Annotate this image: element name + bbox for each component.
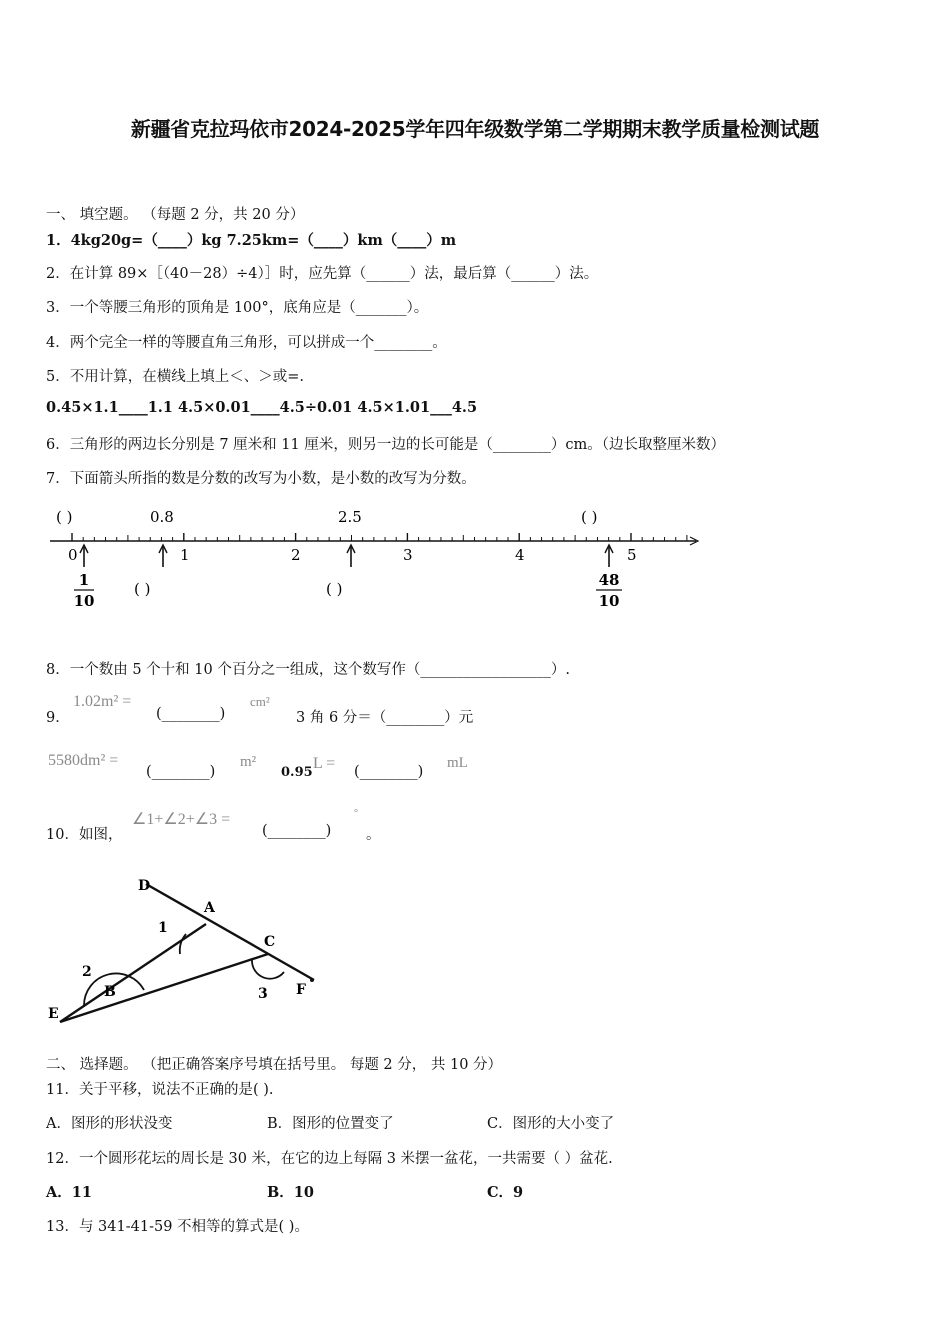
question-6: 6．三角形的两边长分别是 7 厘米和 11 厘米，则另一边的长可能是（________）cm。（边长取整厘米数） — [46, 437, 725, 453]
q12-option-b: B．10 — [267, 1184, 314, 1201]
q9-unit-4: mL — [447, 755, 468, 771]
arrow-3 — [347, 545, 355, 567]
q9-blank-4: (________) — [354, 764, 424, 780]
q11-option-b: B．图形的位置变了 — [267, 1116, 394, 1132]
fraction-1-denominator: 10 — [73, 592, 95, 610]
q9-blank-3: (________) — [146, 764, 216, 780]
top-label-2-5: 2.5 — [338, 508, 362, 526]
q12-option-a: A．11 — [46, 1184, 92, 1201]
q10-angle-expression: ∠1+∠2+∠3 = — [132, 811, 231, 828]
top-blank-1: ( ) — [56, 508, 73, 526]
q9-blank-1: (________) — [156, 706, 226, 722]
point-f-dot — [310, 978, 314, 982]
tick-label-1: 1 — [180, 546, 190, 564]
label-angle-2: 2 — [82, 964, 92, 980]
angle-figure — [46, 872, 336, 1032]
q10-degree-symbol: ° — [354, 808, 358, 819]
q11-option-a: A．图形的形状没变 — [46, 1116, 173, 1132]
section1-header: 一、 填空题。 （每题 2 分，共 20 分） — [46, 207, 305, 223]
q9-expr-4-number: 0.95 — [281, 765, 313, 780]
question-7: 7．下面箭头所指的数是分数的改写为小数，是小数的改写为分数。 — [46, 471, 476, 487]
arrow-2 — [159, 545, 167, 567]
tick-label-0: 0 — [68, 546, 78, 564]
q9-expr-1: 1.02m² = — [73, 693, 132, 710]
label-f: F — [296, 982, 306, 998]
tick-label-4: 4 — [515, 546, 525, 564]
q9-expr-2: 3 角 6 分＝（________）元 — [296, 710, 474, 726]
label-angle-3: 3 — [258, 986, 268, 1002]
q9-unit-3: m² — [240, 754, 257, 770]
q10-blank: (________) — [262, 823, 332, 839]
label-a: A — [204, 900, 215, 916]
q11-option-c: C．图形的大小变了 — [487, 1116, 615, 1132]
page-title: 新疆省克拉玛依市2024-2025学年四年级数学第二学期期末教学质量检测试题 — [130, 117, 820, 141]
angle-3-arc — [252, 960, 284, 979]
tick-label-5: 5 — [627, 546, 637, 564]
fraction-1-numerator: 1 — [78, 571, 90, 589]
question-10-prefix: 10．如图， — [46, 827, 123, 843]
question-12: 12．一个圆形花坛的周长是 30 米，在它的边上每隔 3 米摆一盆花，一共需要（ ）盆花. — [46, 1151, 613, 1167]
question-9-number: 9． — [46, 710, 70, 726]
fraction-2-denominator: 10 — [598, 592, 620, 610]
fraction-2-numerator: 48 — [598, 571, 620, 589]
q9-expr-3: 5580dm² = — [48, 752, 119, 769]
number-line-figure — [46, 500, 706, 620]
label-d: D — [138, 878, 151, 894]
arrow-4 — [605, 545, 613, 567]
bottom-blank-2: ( ) — [326, 580, 343, 598]
top-label-0-8: 0.8 — [150, 508, 174, 526]
tick-label-2: 2 — [291, 546, 301, 564]
question-13: 13．与 341-41-59 不相等的算式是( )。 — [46, 1219, 309, 1235]
top-blank-2: ( ) — [581, 508, 598, 526]
question-11: 11．关于平移，说法不正确的是( ). — [46, 1082, 274, 1098]
question-4: 4．两个完全一样的等腰直角三角形，可以拼成一个________。 — [46, 335, 447, 351]
question-2: 2．在计算 89×［（40－28）÷4）］时，应先算（______）法，最后算（______）法。 — [46, 266, 599, 282]
question-1: 1．4kg20g=（____）kg 7.25km=（____）km（____）m — [46, 232, 457, 249]
label-angle-1: 1 — [158, 920, 168, 936]
question-5: 5．不用计算，在横线上填上＜、＞或=. — [46, 369, 304, 385]
q12-option-c: C．9 — [487, 1184, 524, 1201]
minor-ticks — [72, 533, 687, 541]
label-b: B — [104, 984, 116, 1000]
label-e: E — [48, 1006, 59, 1022]
tick-label-3: 3 — [403, 546, 413, 564]
question-3: 3．一个等腰三角形的顶角是 100°，底角应是（_______）。 — [46, 300, 429, 316]
question-8: 8．一个数由 5 个十和 10 个百分之一组成，这个数写作（__________________）. — [46, 662, 570, 678]
bottom-blank-1: ( ) — [134, 580, 151, 598]
q10-suffix: 。 — [366, 827, 381, 843]
arrow-1 — [80, 545, 88, 567]
section2-header: 二、 选择题。 （把正确答案序号填在括号里。 每题 2 分， 共 10 分） — [46, 1057, 503, 1073]
question-5-items: 0.45×1.1____1.1 4.5×0.01____4.5÷0.01 4.5×1.01___4.5 — [46, 399, 478, 416]
q9-unit-1: cm² — [250, 694, 270, 709]
label-c: C — [264, 934, 276, 950]
q9-expr-4-unit: L = — [313, 755, 336, 772]
